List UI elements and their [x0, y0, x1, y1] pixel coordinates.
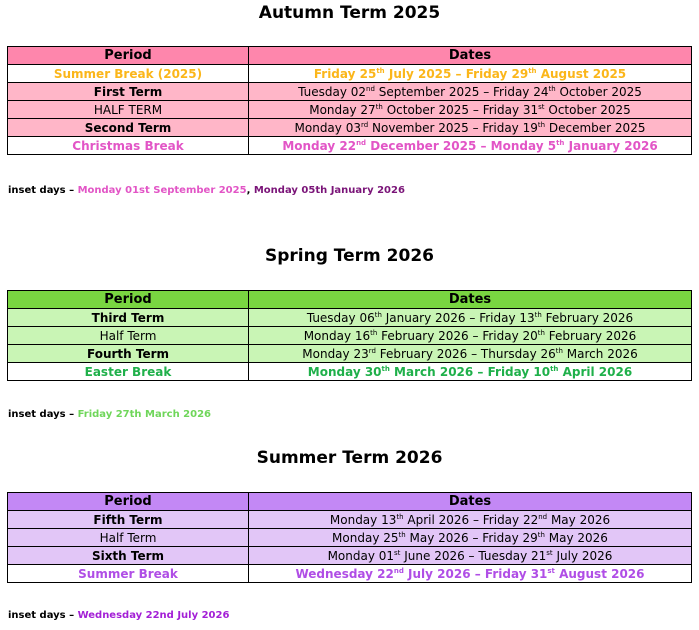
dates-cell: Tuesday 02nd September 2025 – Friday 24th October 2025 [249, 83, 692, 101]
table-row [8, 327, 692, 345]
spring-header-row [8, 291, 692, 309]
dates-cell: Monday 13th April 2026 – Friday 22nd May 2026 [249, 511, 692, 529]
autumn-inset-days [8, 185, 405, 196]
spring-title: Spring Term 2026 [264, 246, 434, 266]
inset-separator: , [246, 185, 251, 196]
dates-header: Dates [249, 47, 692, 65]
period-header: Period [8, 47, 249, 65]
dates-cell: Monday 16th February 2026 – Friday 20th February 2026 [249, 327, 692, 345]
table-row [8, 101, 692, 119]
dates-cell: Monday 23rd February 2026 – Thursday 26th March 2026 [249, 345, 692, 363]
period-cell: Sixth Term [8, 547, 249, 565]
period-cell: Second Term [8, 119, 249, 137]
period-cell: Easter Break [8, 363, 249, 381]
dates-header: Dates [249, 291, 692, 309]
spring-inset-days [8, 409, 211, 420]
table-row [8, 309, 692, 327]
table-row [8, 529, 692, 547]
dates-cell: Monday 27th October 2025 – Friday 31st October 2025 [249, 101, 692, 119]
dates-cell: Tuesday 06th January 2026 – Friday 13th February 2026 [249, 309, 692, 327]
autumn-title: Autumn Term 2025 [258, 3, 441, 23]
table-row [8, 119, 692, 137]
autumn-header-row [8, 47, 692, 65]
period-cell: Half Term [8, 327, 249, 345]
table-row [8, 345, 692, 363]
period-cell: Fourth Term [8, 345, 249, 363]
dates-cell: Monday 22nd December 2025 – Monday 5th January 2026 [249, 137, 692, 155]
inset-label: inset days – [8, 185, 75, 196]
period-cell: HALF TERM [8, 101, 249, 119]
dates-cell: Wednesday 22nd July 2026 – Friday 31st August 2026 [249, 565, 692, 583]
table-row [8, 363, 692, 381]
inset-date: Wednesday 22nd July 2026 [77, 610, 230, 621]
inset-date: Monday 05th January 2026 [253, 185, 405, 196]
period-cell: Christmas Break [8, 137, 249, 155]
inset-date: Friday 27th March 2026 [77, 409, 212, 420]
summer-table [7, 492, 692, 583]
period-header: Period [8, 493, 249, 511]
summer-header-row [8, 493, 692, 511]
dates-cell: Monday 03rd November 2025 – Friday 19th December 2025 [249, 119, 692, 137]
dates-cell: Monday 01st June 2026 – Tuesday 21st July 2026 [249, 547, 692, 565]
period-cell: Half Term [8, 529, 249, 547]
period-cell: First Term [8, 83, 249, 101]
spring-table [7, 290, 692, 381]
dates-cell: Monday 30th March 2026 – Friday 10th April 2026 [249, 363, 692, 381]
table-row [8, 137, 692, 155]
summer-title: Summer Term 2026 [256, 448, 443, 468]
period-cell: Summer Break (2025) [8, 65, 249, 83]
autumn-table [7, 46, 692, 155]
dates-header: Dates [249, 493, 692, 511]
table-row [8, 83, 692, 101]
inset-label: inset days – [8, 610, 75, 621]
inset-label: inset days – [8, 409, 75, 420]
inset-date: Monday 01st September 2025 [77, 185, 247, 196]
table-row [8, 65, 692, 83]
period-header: Period [8, 291, 249, 309]
period-cell: Fifth Term [8, 511, 249, 529]
dates-cell: Friday 25th July 2025 – Friday 29th August 2025 [249, 65, 692, 83]
table-row [8, 547, 692, 565]
dates-cell: Monday 25th May 2026 – Friday 29th May 2026 [249, 529, 692, 547]
table-row [8, 511, 692, 529]
table-row [8, 565, 692, 583]
summer-inset-days [8, 610, 229, 621]
period-cell: Summer Break [8, 565, 249, 583]
period-cell: Third Term [8, 309, 249, 327]
